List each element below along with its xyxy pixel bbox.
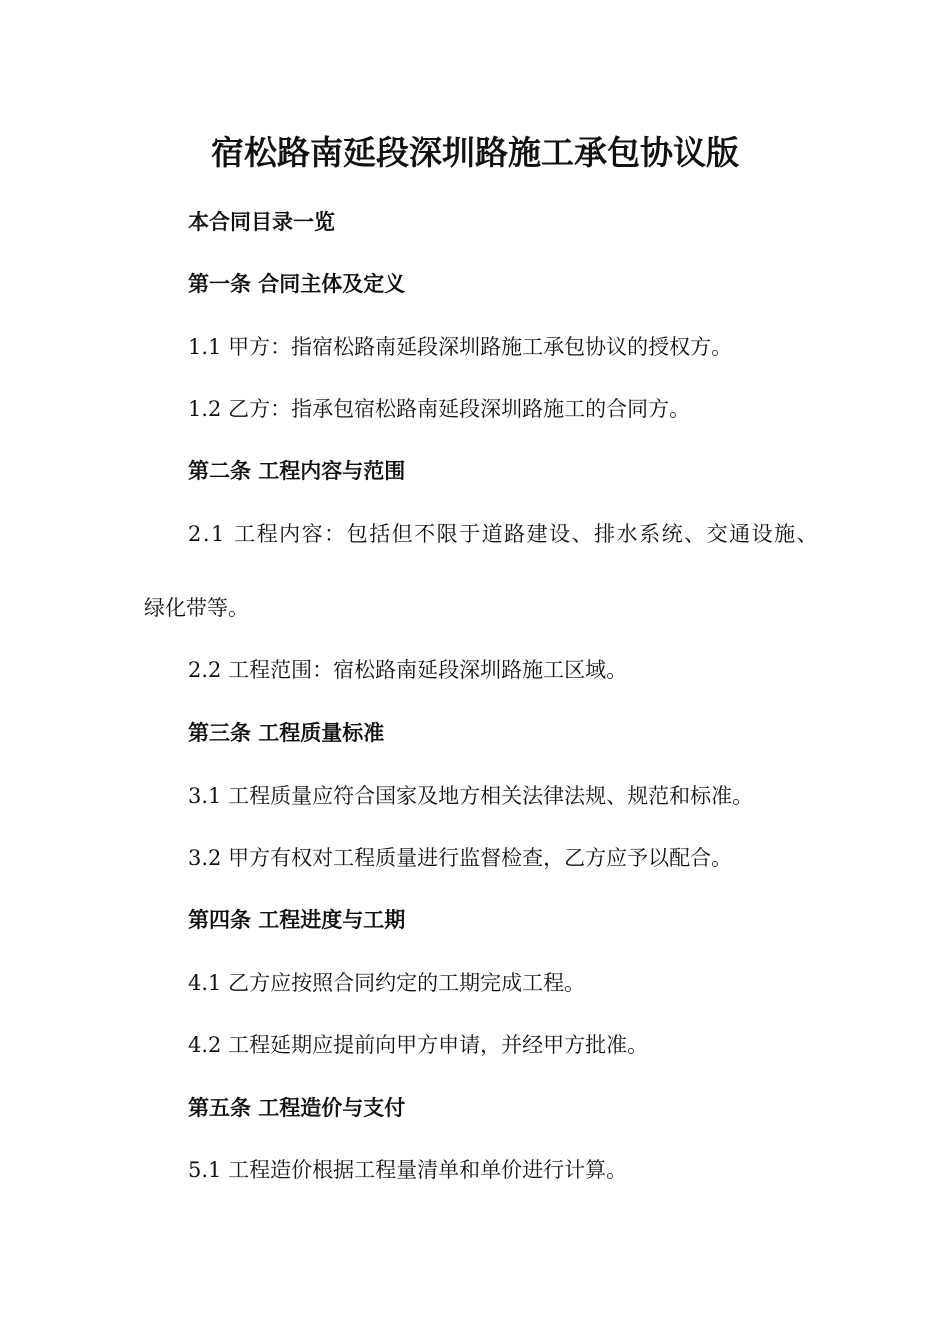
clause-4-1: 4.1 乙方应按照合同约定的工期完成工程。: [188, 971, 586, 995]
section-heading-5: 第五条 工程造价与支付: [188, 1096, 406, 1120]
document-title: 宿松路南延段深圳路施工承包协议版: [211, 133, 739, 172]
section-heading-4: 第四条 工程进度与工期: [188, 908, 406, 932]
clause-1-1: 1.1 甲方：指宿松路南延段深圳路施工承包协议的授权方。: [188, 335, 733, 359]
section-heading-2: 第二条 工程内容与范围: [188, 459, 406, 483]
clause-3-1: 3.1 工程质量应符合国家及地方相关法律法规、规范和标准。: [188, 784, 754, 808]
clause-1-2: 1.2 乙方：指承包宿松路南延段深圳路施工的合同方。: [188, 397, 691, 421]
clause-5-1: 5.1 工程造价根据工程量清单和单价进行计算。: [188, 1158, 628, 1182]
section-heading-3: 第三条 工程质量标准: [188, 721, 385, 745]
toc-heading: 本合同目录一览: [188, 210, 335, 234]
clause-4-2: 4.2 工程延期应提前向甲方申请，并经甲方批准。: [188, 1033, 649, 1057]
clause-2-1-continued: 绿化带等。: [144, 596, 249, 620]
section-heading-1: 第一条 合同主体及定义: [188, 272, 406, 296]
clause-2-2: 2.2 工程范围：宿松路南延段深圳路施工区域。: [188, 658, 628, 682]
clause-2-1: 2.1 工程内容：包括但不限于道路建设、排水系统、交通设施、: [188, 522, 820, 546]
clause-3-2: 3.2 甲方有权对工程质量进行监督检查，乙方应予以配合。: [188, 846, 733, 870]
